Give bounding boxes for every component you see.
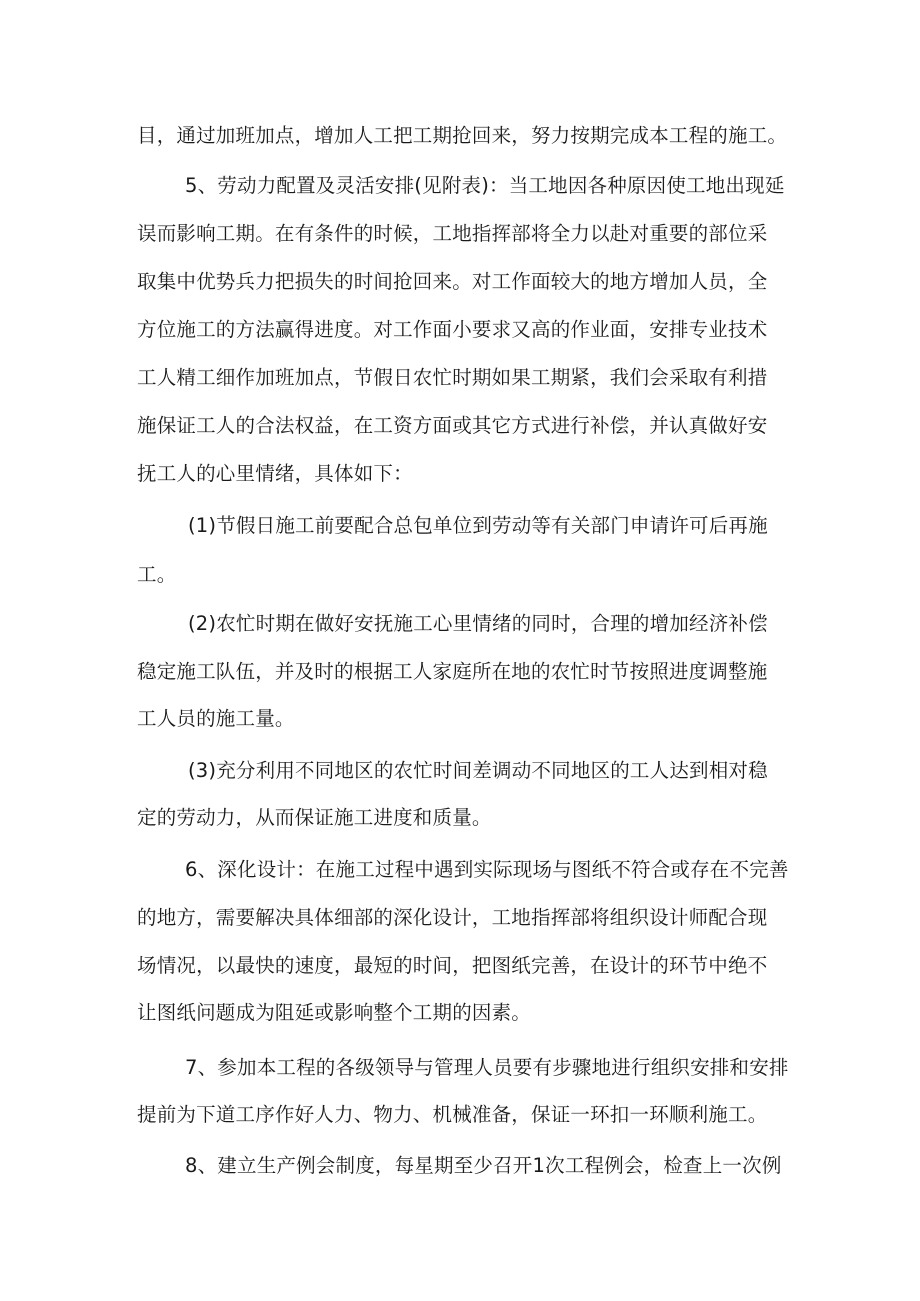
text-line: 8、建立生产例会制度，每星期至少召开1次工程例会，检查上一次例	[185, 1154, 782, 1177]
text-line: 抚工人的心里情绪，具体如下：	[137, 462, 413, 485]
text-line: 稳定施工队伍，并及时的根据工人家庭所在地的农忙时节按照进度调整施	[137, 660, 768, 683]
text-line: 6、深化设计：在施工过程中遇到实际现场与图纸不符合或存在不完善	[185, 858, 789, 881]
text-line: 误而影响工期。在有条件的时候，工地指挥部将全力以赴对重要的部位采	[137, 222, 768, 245]
text-line: (1)节假日施工前要配合总包单位到劳动等有关部门申请许可后再施	[188, 514, 768, 537]
text-line: (3)充分利用不同地区的农忙时间差调动不同地区的工人达到相对稳	[188, 759, 768, 782]
text-line: 工人员的施工量。	[137, 707, 295, 730]
text-line: (2)农忙时期在做好安抚施工心里情绪的同时，合理的增加经济补偿	[188, 612, 768, 635]
text-line: 让图纸问题成为阻延或影响整个工期的因素。	[137, 1001, 532, 1024]
text-line: 工人精工细作加班加点，节假日农忙时期如果工期紧，我们会采取有利措	[137, 366, 768, 389]
text-line: 5、劳动力配置及灵活安排(见附表)：当工地因各种原因使工地出现延	[185, 174, 785, 197]
text-line: 定的劳动力，从而保证施工进度和质量。	[137, 806, 492, 829]
text-line: 7、参加本工程的各级领导与管理人员要有步骤地进行组织安排和安排	[185, 1056, 789, 1079]
text-line: 工。	[137, 563, 177, 586]
text-line: 的地方，需要解决具体细部的深化设计，工地指挥部将组织设计师配合现	[137, 906, 768, 929]
text-line: 目，通过加班加点，增加人工把工期抢回来，努力按期完成本工程的施工。	[137, 124, 788, 147]
text-line: 场情况，以最快的速度，最短的时间，把图纸完善，在设计的环节中绝不	[137, 954, 768, 977]
text-line: 取集中优势兵力把损失的时间抢回来。对工作面较大的地方增加人员，全	[137, 270, 768, 293]
text-line: 施保证工人的合法权益，在工资方面或其它方式进行补偿，并认真做好安	[137, 414, 768, 437]
text-line: 方位施工的方法赢得进度。对工作面小要求又高的作业面，安排专业技术	[137, 318, 768, 341]
text-line: 提前为下道工序作好人力、物力、机械准备，保证一环扣一环顺利施工。	[137, 1103, 768, 1126]
